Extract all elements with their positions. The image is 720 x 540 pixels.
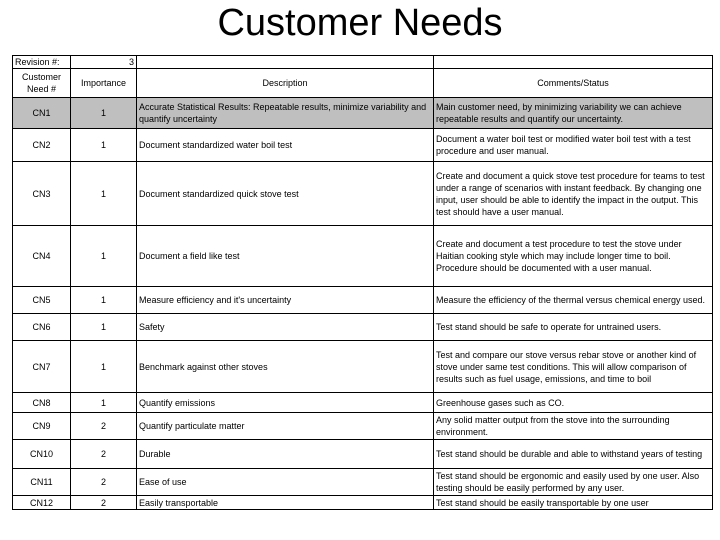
table-row [13,469,713,496]
need-description: Safety [137,314,434,341]
need-comments: Create and document a test procedure to test the stove under Haitian cooking style which may include longer time to boil. Procedure should be documented with a user manual. [434,226,713,287]
revision-label: Revision #: [13,56,71,69]
need-id: CN9 [13,413,71,440]
need-id: CN4 [13,226,71,287]
need-importance: 1 [71,287,137,314]
need-importance: 1 [71,226,137,287]
page-title: Customer Needs [217,2,503,44]
need-id: CN11 [13,469,71,496]
need-importance: 2 [71,440,137,469]
need-comments: Test and compare our stove versus rebar stove or another kind of stove under same test conditions. This will allow comparison of results such as fuel usage, emissions, and time to boil [434,341,713,393]
table-row [13,314,713,341]
table-row [13,496,713,510]
need-description: Measure efficiency and it's uncertainty [137,287,434,314]
need-id: CN5 [13,287,71,314]
need-comments: Create and document a quick stove test procedure for teams to test under a range of scenarios with instant feedback. By changing one input, user should be able to identify the impact in the output. This test should have a user manual. [434,162,713,226]
table-row [13,287,713,314]
need-description: Easily transportable [137,496,434,510]
table-row [13,98,713,129]
header-importance: Importance [71,69,137,98]
header-description: Description [137,69,434,98]
revision-row [13,56,713,69]
customer-needs-table [12,55,713,510]
need-comments: Test stand should be ergonomic and easily used by one user. Also testing should be easily performed by any user. [434,469,713,496]
table-row [13,162,713,226]
table-row [13,341,713,393]
need-comments: Document a water boil test or modified water boil test with a test procedure and user manual. [434,129,713,162]
revision-number: 3 [71,56,137,69]
need-importance: 1 [71,314,137,341]
need-id: CN12 [13,496,71,510]
need-id: CN10 [13,440,71,469]
need-id: CN1 [13,98,71,129]
revision-empty-cell [434,56,713,69]
need-id: CN8 [13,393,71,413]
table-row [13,393,713,413]
header-row [13,69,713,98]
need-id: CN3 [13,162,71,226]
need-description: Document standardized quick stove test [137,162,434,226]
header-need: Customer Need # [13,69,71,98]
revision-empty-cell [137,56,434,69]
need-comments: Any solid matter output from the stove into the surrounding environment. [434,413,713,440]
need-description: Quantify particulate matter [137,413,434,440]
need-importance: 2 [71,413,137,440]
need-comments: Test stand should be easily transportable by one user [434,496,713,510]
need-id: CN6 [13,314,71,341]
need-id: CN7 [13,341,71,393]
header-comments: Comments/Status [434,69,713,98]
need-importance: 1 [71,162,137,226]
table-row [13,413,713,440]
need-importance: 2 [71,496,137,510]
need-comments: Measure the efficiency of the thermal versus chemical energy used. [434,287,713,314]
need-importance: 1 [71,341,137,393]
need-id: CN2 [13,129,71,162]
table-row [13,440,713,469]
need-description: Benchmark against other stoves [137,341,434,393]
need-importance: 1 [71,129,137,162]
need-description: Durable [137,440,434,469]
need-comments: Test stand should be safe to operate for untrained users. [434,314,713,341]
table-row [13,129,713,162]
need-comments: Greenhouse gases such as CO. [434,393,713,413]
need-description: Document a field like test [137,226,434,287]
need-description: Ease of use [137,469,434,496]
need-importance: 1 [71,393,137,413]
need-description: Quantify emissions [137,393,434,413]
need-description: Document standardized water boil test [137,129,434,162]
need-comments: Test stand should be durable and able to withstand years of testing [434,440,713,469]
need-importance: 1 [71,98,137,129]
need-comments: Main customer need, by minimizing variability we can achieve repeatable results and quantify our uncertainty. [434,98,713,129]
need-description: Accurate Statistical Results: Repeatable results, minimize variability and quantify uncertainty [137,98,434,129]
need-importance: 2 [71,469,137,496]
table-row [13,226,713,287]
